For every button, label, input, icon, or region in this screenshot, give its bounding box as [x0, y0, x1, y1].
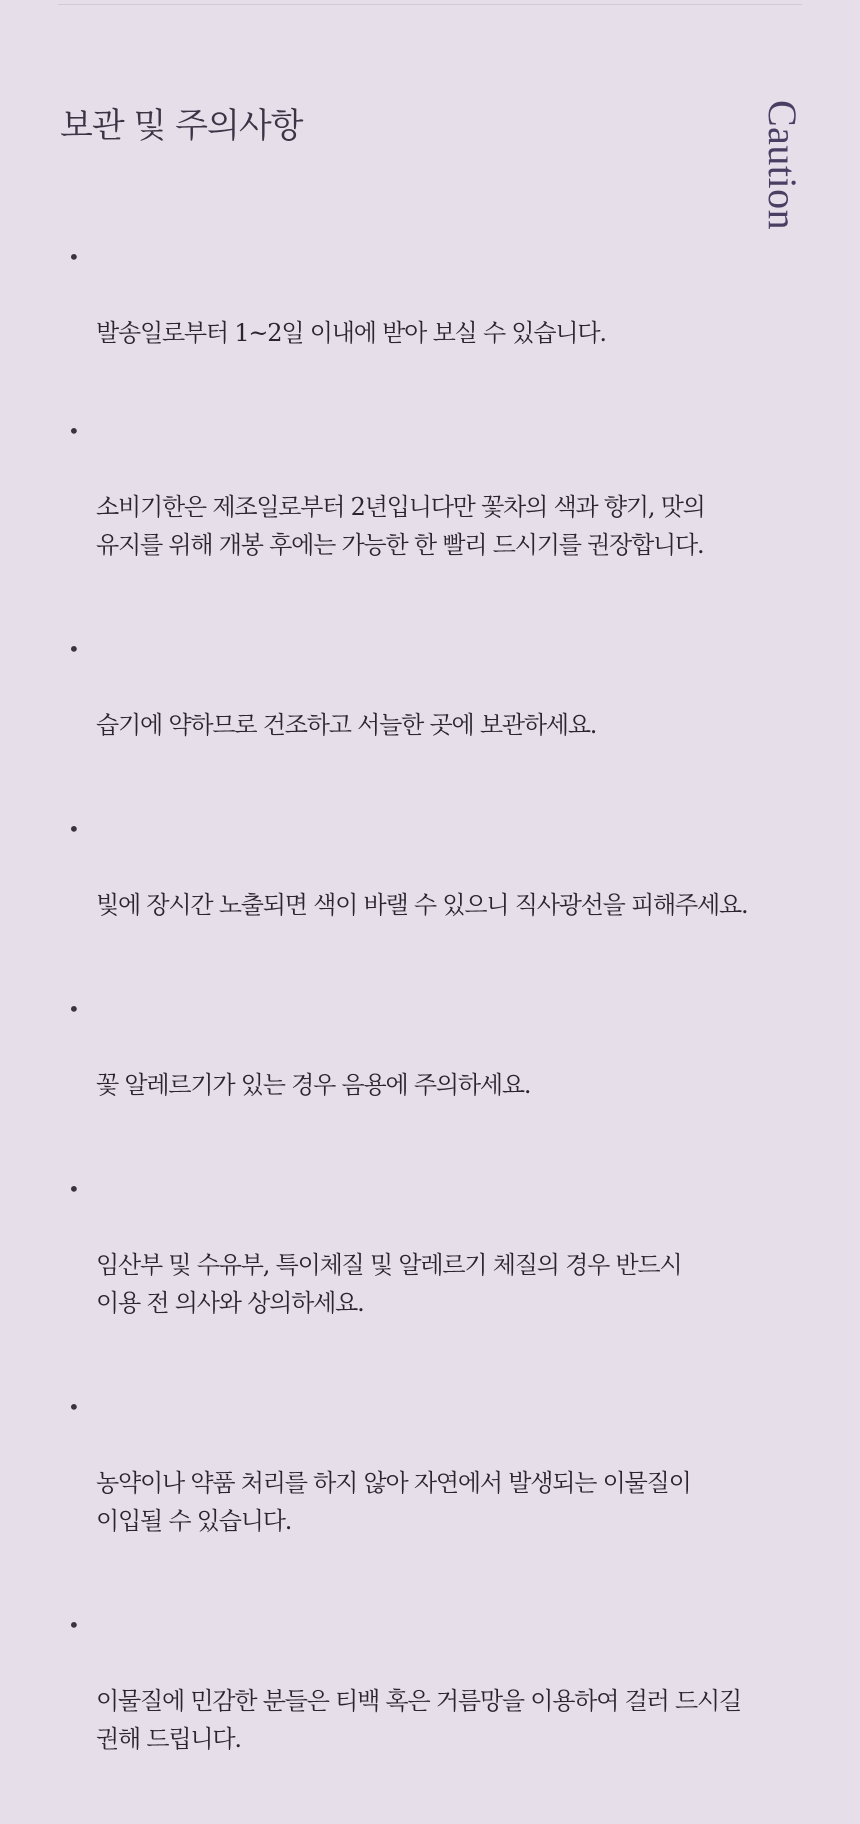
list-item — [68, 630, 828, 782]
list-item — [68, 238, 828, 390]
note-text: 꽃 알레르기가 있는 경우 음용에 주의하세요. — [96, 1071, 531, 1099]
note-text: 발송일로부터 1~2일 이내에 받아 보실 수 있습니다. — [96, 319, 606, 347]
list-item — [68, 1606, 828, 1796]
note-text: 빛에 장시간 노출되면 색이 바랠 수 있으니 직사광선을 피해주세요. — [96, 891, 748, 919]
bullet-icon: • — [68, 1395, 79, 1419]
note-text: 농약이나 약품 처리를 하지 않아 자연에서 발생되는 이물질이 이입될 수 있습니다. — [96, 1469, 691, 1535]
page-title: 보관 및 주의사항 — [60, 106, 303, 146]
list-item — [68, 1170, 828, 1360]
list-item — [68, 412, 828, 602]
bullet-icon: • — [68, 1177, 79, 1201]
bullet-icon: • — [68, 1613, 79, 1637]
bullet-icon: • — [68, 637, 79, 661]
caution-list — [68, 238, 828, 1824]
list-item — [68, 1388, 828, 1578]
note-text: 습기에 약하므로 건조하고 서늘한 곳에 보관하세요. — [96, 711, 597, 739]
list-item — [68, 810, 828, 962]
bullet-icon: • — [68, 245, 79, 269]
bullet-icon: • — [68, 817, 79, 841]
note-text: 이물질에 민감한 분들은 티백 혹은 거름망을 이용하여 걸러 드시길 권해 드립니다. — [96, 1687, 741, 1753]
note-text: 임산부 및 수유부, 특이체질 및 알레르기 체질의 경우 반드시 이용 전 의사와 상의하세요. — [96, 1251, 682, 1317]
bullet-icon: • — [68, 419, 79, 443]
top-divider — [58, 4, 802, 5]
caution-side-label: Caution — [760, 100, 805, 231]
list-item — [68, 990, 828, 1142]
note-text: 소비기한은 제조일로부터 2년입니다만 꽃차의 색과 향기, 맛의 유지를 위해 개봉 후에는 가능한 한 빨리 드시기를 권장합니다. — [96, 493, 705, 559]
bullet-icon: • — [68, 997, 79, 1021]
